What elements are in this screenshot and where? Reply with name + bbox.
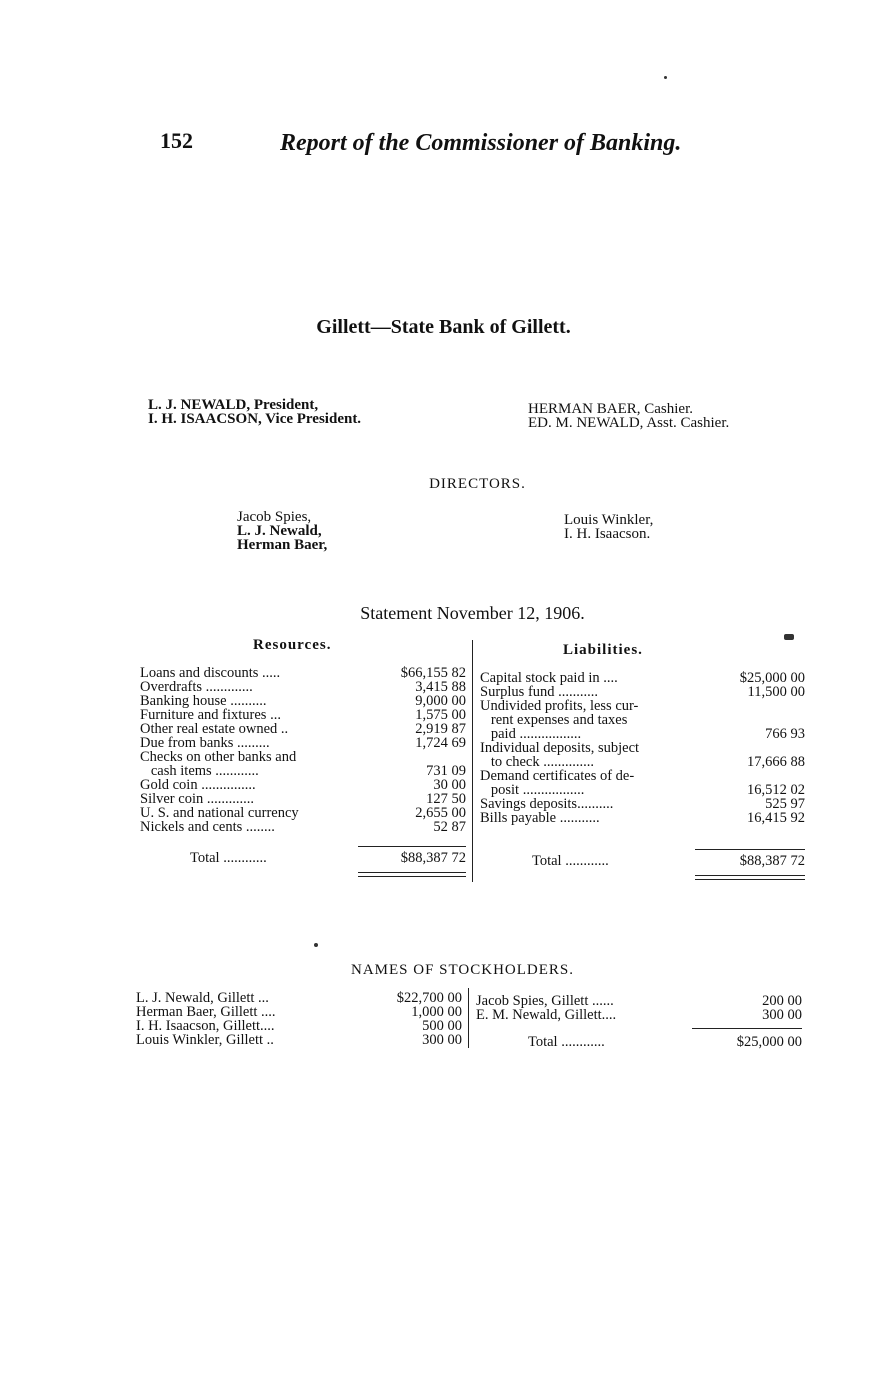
resources-heading: Resources. bbox=[253, 637, 332, 653]
liability-row bbox=[480, 797, 805, 811]
stockholders-title: NAMES OF STOCKHOLDERS. bbox=[350, 962, 574, 978]
stockholder-name: Jacob Spies, Gillett ...... bbox=[476, 993, 614, 1009]
liability-amount: 16,415 92 bbox=[747, 810, 805, 826]
resources-total-row bbox=[190, 851, 466, 865]
liability-amount: 525 97 bbox=[765, 796, 805, 812]
resource-label: Furniture and fixtures ... bbox=[140, 707, 281, 723]
liabilities-total-row bbox=[532, 854, 805, 868]
liability-label: Savings deposits.......... bbox=[480, 796, 614, 812]
officer-vice-president: I. H. ISAACSON, Vice President. bbox=[148, 411, 362, 427]
resource-label: cash items ............ bbox=[140, 763, 259, 779]
resource-amount: 2,919 87 bbox=[415, 721, 466, 737]
resources-subtotal-rule bbox=[358, 846, 466, 847]
stockholder-amount: 200 00 bbox=[762, 993, 802, 1009]
resource-amount: 1,575 00 bbox=[415, 707, 466, 723]
stockholders-total-label: Total ............ bbox=[528, 1034, 605, 1050]
liability-row bbox=[480, 783, 805, 797]
liability-row bbox=[480, 769, 805, 783]
stockholder-name: I. H. Isaacson, Gillett.... bbox=[136, 1018, 275, 1034]
resources-total-rule-2 bbox=[358, 876, 466, 877]
resource-amount: 1,724 69 bbox=[415, 735, 466, 751]
stockholder-name: Herman Baer, Gillett .... bbox=[136, 1004, 276, 1020]
resource-amount: 731 09 bbox=[426, 763, 466, 779]
liability-amount: 17,666 88 bbox=[747, 754, 805, 770]
statement-title: Statement November 12, 1906. bbox=[360, 603, 585, 623]
liability-row bbox=[480, 671, 805, 685]
stockholder-amount: 300 00 bbox=[762, 1007, 802, 1023]
print-dot bbox=[314, 943, 318, 947]
stockholders-total-row bbox=[528, 1035, 802, 1049]
resource-row bbox=[140, 736, 466, 750]
liabilities-total-rule-2 bbox=[695, 879, 805, 880]
stockholders-total-rule bbox=[692, 1028, 802, 1029]
director-5: I. H. Isaacson. bbox=[564, 526, 651, 542]
resource-amount: 3,415 88 bbox=[415, 679, 466, 695]
resource-amount: 52 87 bbox=[433, 819, 466, 835]
resource-label: Gold coin ............... bbox=[140, 777, 256, 793]
liability-row bbox=[480, 685, 805, 699]
stockholder-row bbox=[136, 991, 462, 1005]
stockholder-amount: $22,700 00 bbox=[396, 990, 462, 1006]
stockholder-name: L. J. Newald, Gillett ... bbox=[136, 990, 269, 1006]
resource-label: Overdrafts ............. bbox=[140, 679, 253, 695]
liability-row bbox=[480, 699, 805, 713]
liability-row bbox=[480, 727, 805, 741]
stockholder-amount: 300 00 bbox=[422, 1032, 462, 1048]
resource-label: Loans and discounts ..... bbox=[140, 665, 281, 681]
officer-president: L. J. NEWALD, President, bbox=[148, 397, 319, 413]
resource-row bbox=[140, 750, 466, 764]
liability-label: rent expenses and taxes bbox=[480, 712, 628, 728]
stockholder-name: Louis Winkler, Gillett .. bbox=[136, 1032, 274, 1048]
resource-amount: 30 00 bbox=[433, 777, 466, 793]
liability-amount: $25,000 00 bbox=[739, 670, 805, 686]
liabilities-subtotal-rule bbox=[695, 849, 805, 850]
resource-label: Silver coin ............. bbox=[140, 791, 254, 807]
resources-total-amount: $88,387 72 bbox=[400, 850, 466, 866]
liabilities-total-label: Total ............ bbox=[532, 853, 609, 869]
column-divider bbox=[472, 640, 473, 882]
liability-amount: 16,512 02 bbox=[747, 782, 805, 798]
resource-amount: 127 50 bbox=[426, 791, 466, 807]
resource-row bbox=[140, 806, 466, 820]
running-head: Report of the Commissioner of Banking. bbox=[280, 130, 682, 156]
resource-amount: 9,000 00 bbox=[415, 693, 466, 709]
resource-row bbox=[140, 708, 466, 722]
liability-label: Individual deposits, subject bbox=[480, 740, 640, 756]
liability-label: paid ................. bbox=[480, 726, 582, 742]
director-2: L. J. Newald, bbox=[237, 523, 322, 539]
print-dot bbox=[664, 76, 667, 79]
director-1: Jacob Spies, bbox=[237, 509, 312, 525]
stockholder-row bbox=[136, 1019, 462, 1033]
resource-row bbox=[140, 722, 466, 736]
stockholder-row bbox=[476, 1008, 802, 1022]
liability-label: Capital stock paid in .... bbox=[480, 670, 618, 686]
resource-amount: $66,155 82 bbox=[400, 665, 466, 681]
officer-asst-cashier: ED. M. NEWALD, Asst. Cashier. bbox=[528, 415, 730, 431]
resources-total-rule-1 bbox=[358, 872, 466, 873]
resource-row bbox=[140, 792, 466, 806]
stockholder-row bbox=[136, 1033, 462, 1047]
directors-title: DIRECTORS. bbox=[429, 476, 526, 492]
resource-row bbox=[140, 680, 466, 694]
liability-row bbox=[480, 713, 805, 727]
resource-row bbox=[140, 764, 466, 778]
liability-amount: 766 93 bbox=[765, 726, 805, 742]
liabilities-heading: Liabilities. bbox=[563, 642, 643, 658]
stockholder-row bbox=[136, 1005, 462, 1019]
director-4: Louis Winkler, bbox=[564, 512, 654, 528]
resources-total-label: Total ............ bbox=[190, 850, 267, 866]
bank-title: Gillett—State Bank of Gillett. bbox=[316, 316, 571, 338]
liability-label: Bills payable ........... bbox=[480, 810, 600, 826]
stockholder-amount: 500 00 bbox=[422, 1018, 462, 1034]
stockholder-row bbox=[476, 994, 802, 1008]
liability-row bbox=[480, 811, 805, 825]
resource-label: Checks on other banks and bbox=[140, 749, 297, 765]
stockholders-total-amount: $25,000 00 bbox=[736, 1034, 802, 1050]
liability-row bbox=[480, 741, 805, 755]
officer-cashier: HERMAN BAER, Cashier. bbox=[528, 401, 693, 417]
liability-label: Surplus fund ........... bbox=[480, 684, 599, 700]
resource-row bbox=[140, 778, 466, 792]
stockholder-amount: 1,000 00 bbox=[411, 1004, 462, 1020]
resource-row bbox=[140, 694, 466, 708]
resource-label: U. S. and national currency bbox=[140, 805, 299, 821]
page-number: 152 bbox=[160, 128, 193, 153]
liabilities-total-rule-1 bbox=[695, 875, 805, 876]
resource-row bbox=[140, 666, 466, 680]
liability-label: posit ................. bbox=[480, 782, 585, 798]
stockholders-divider bbox=[468, 988, 469, 1048]
resource-amount: 2,655 00 bbox=[415, 805, 466, 821]
director-3: Herman Baer, bbox=[237, 537, 328, 553]
resource-label: Banking house .......... bbox=[140, 693, 267, 709]
stockholder-name: E. M. Newald, Gillett.... bbox=[476, 1007, 617, 1023]
liability-label: Demand certificates of de- bbox=[480, 768, 635, 784]
liabilities-total-amount: $88,387 72 bbox=[739, 853, 805, 869]
liability-amount: 11,500 00 bbox=[747, 684, 805, 700]
resource-row bbox=[140, 820, 466, 834]
liability-label: Undivided profits, less cur- bbox=[480, 698, 639, 714]
liability-label: to check .............. bbox=[480, 754, 594, 770]
resource-label: Due from banks ......... bbox=[140, 735, 270, 751]
print-smudge bbox=[784, 634, 794, 640]
liability-row bbox=[480, 755, 805, 769]
resource-label: Nickels and cents ........ bbox=[140, 819, 275, 835]
resource-label: Other real estate owned .. bbox=[140, 721, 289, 737]
